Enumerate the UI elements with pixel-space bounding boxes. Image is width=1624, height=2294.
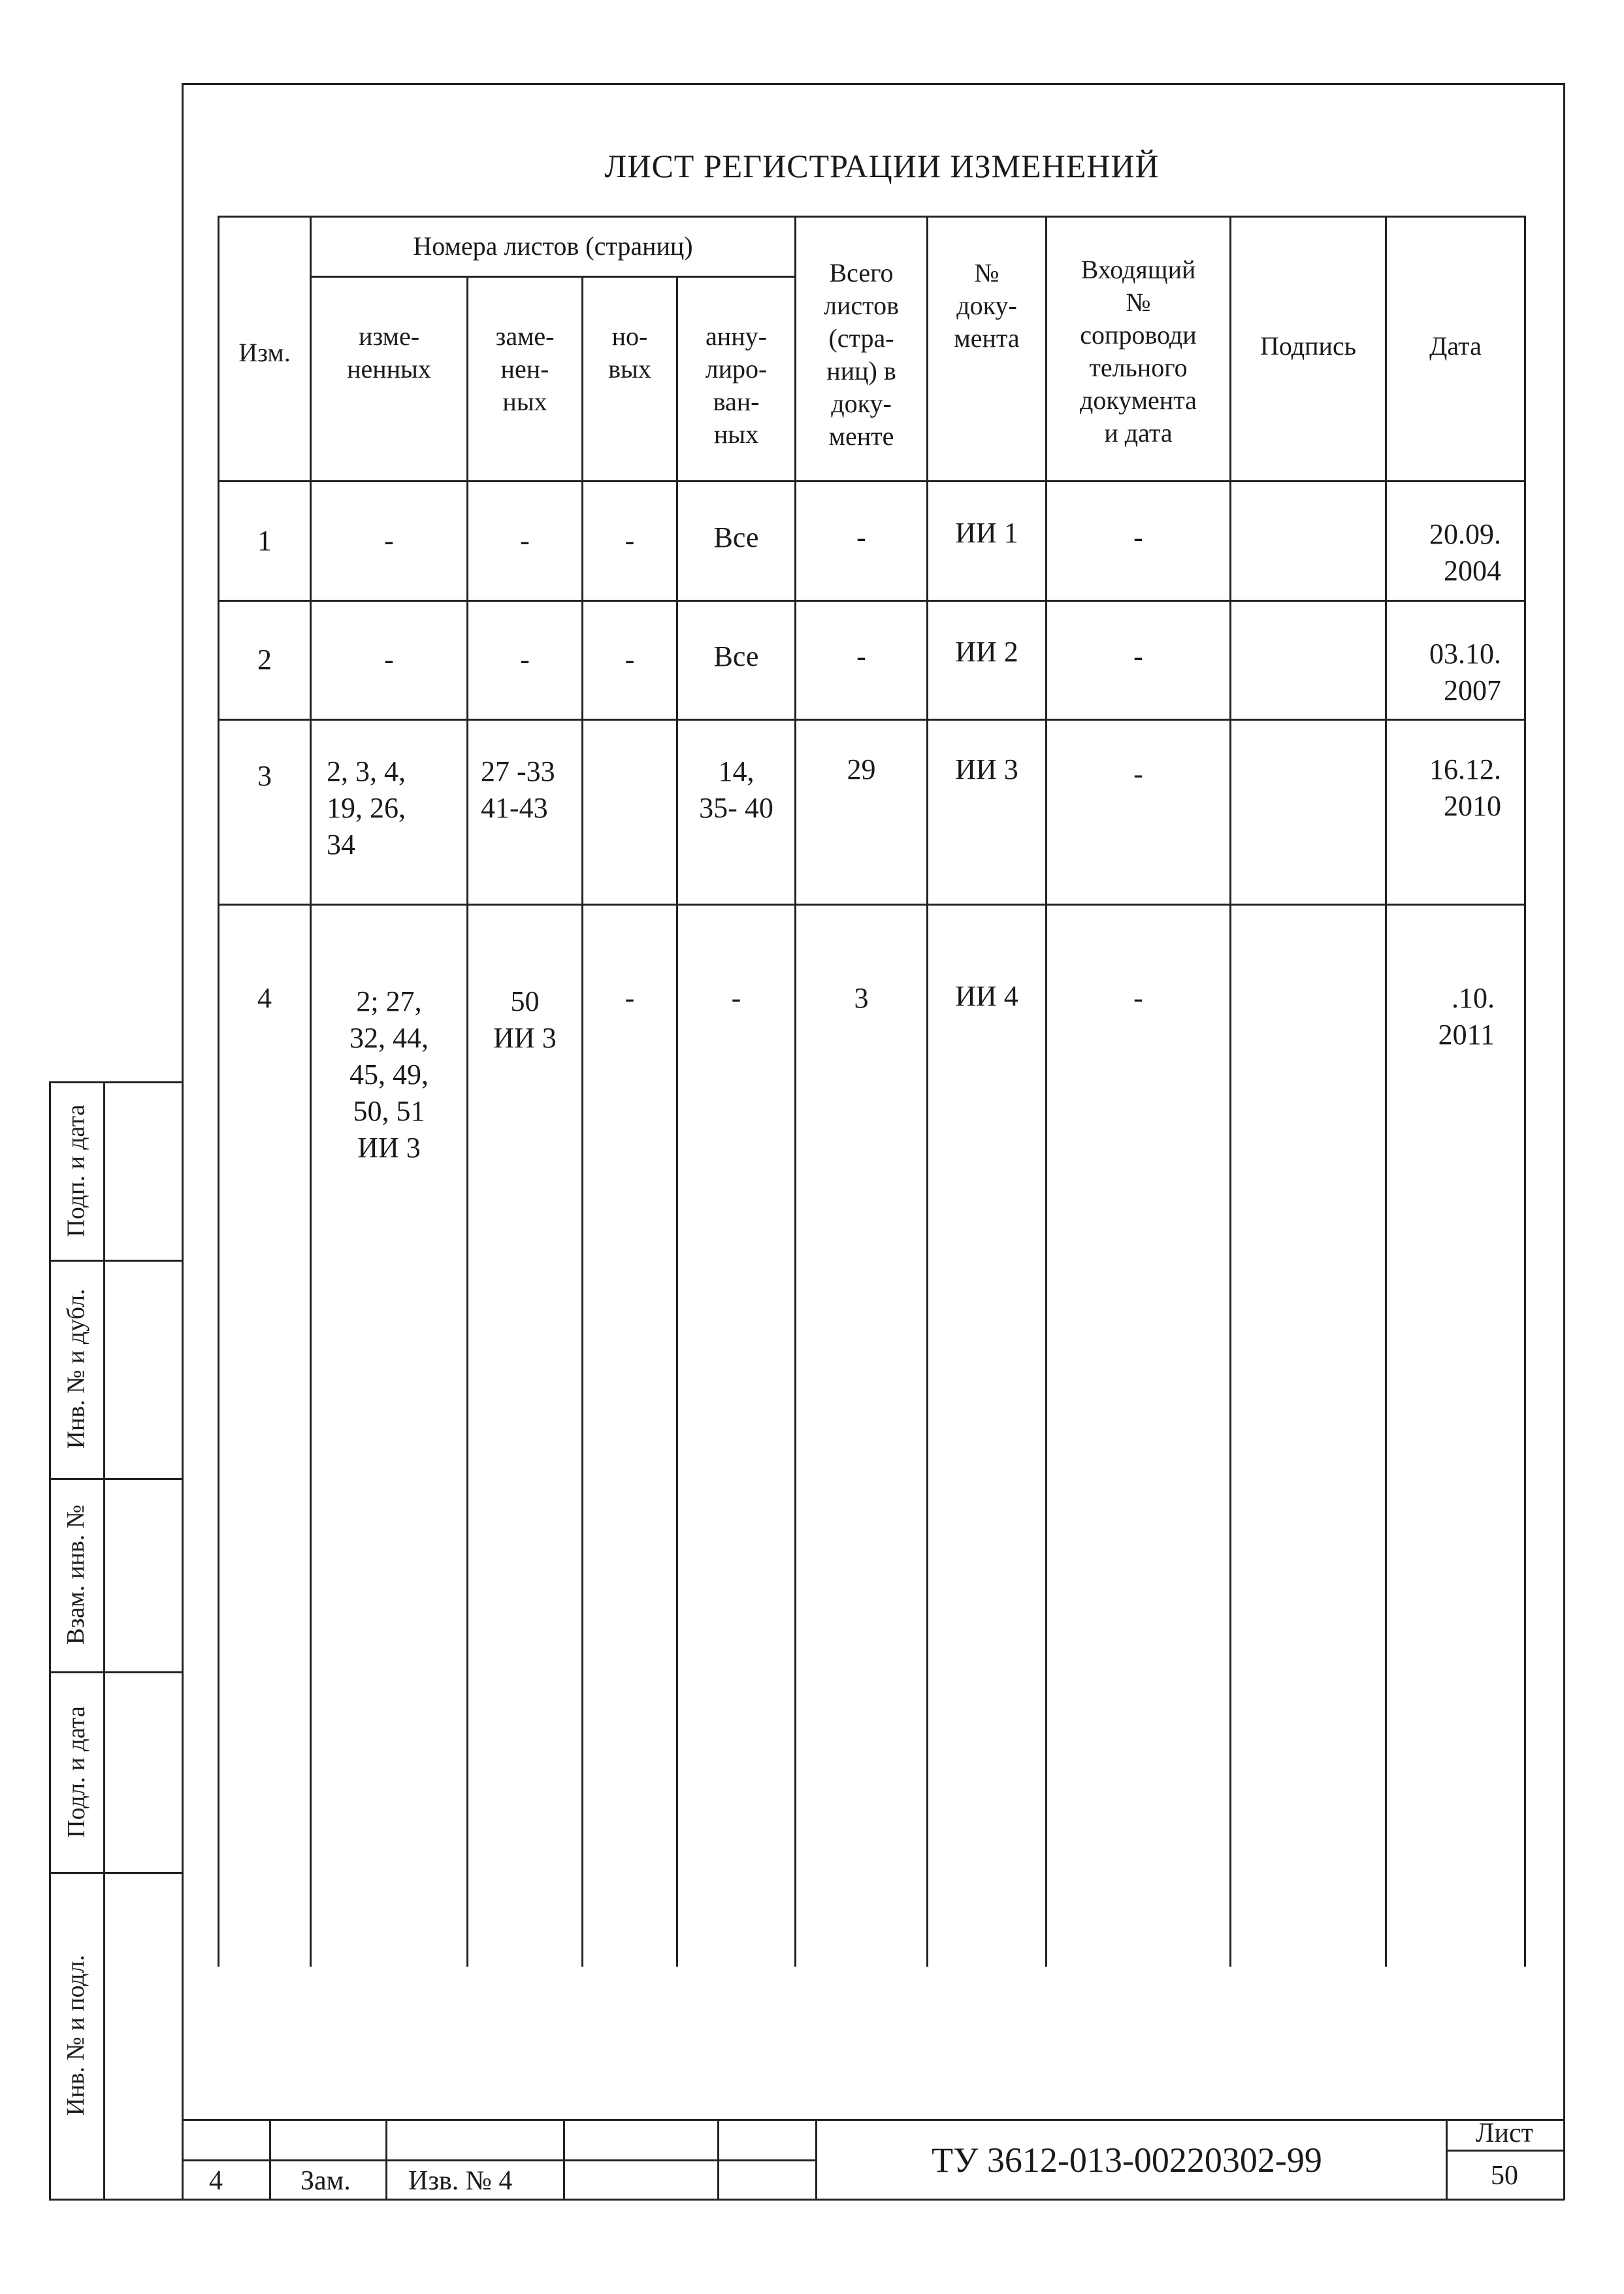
row-2-annulled: Все [713, 640, 759, 672]
row-4-doc-no: ИИ 4 [955, 980, 1018, 1012]
row-1-changed: - [384, 525, 394, 557]
row-2-changed: - [384, 644, 394, 676]
row-2-doc-no: ИИ 2 [955, 636, 1018, 668]
sheet-number: 50 [1491, 2161, 1518, 2191]
stamp-izm: 4 [209, 2166, 223, 2196]
stamp-zam: Зам. [300, 2166, 351, 2196]
col-line-5 [794, 216, 796, 1967]
row-2-bottom-line [218, 719, 1525, 721]
col-line-0 [218, 216, 219, 1967]
stamp-top-line [182, 2119, 1565, 2121]
row-3-date: 16.12. 2010 [1429, 753, 1501, 822]
side-label-inv-i-dubl: Инв. № и дубл. [62, 1288, 90, 1449]
row-1-annulled: Все [713, 521, 759, 553]
stamp-col-line-3 [563, 2119, 565, 2199]
col-line-7 [1045, 216, 1047, 1967]
header-annulled: анну- лиро- ван- ных [705, 321, 768, 449]
stamp-izv: Изв. № 4 [408, 2166, 513, 2196]
row-3-total: 29 [847, 753, 876, 785]
row-2-incoming: - [1133, 640, 1143, 672]
row-2-replaced: - [520, 644, 530, 676]
sheet-box-mid-line [1446, 2150, 1563, 2152]
side-label-podl-i-data: Подл. и дата [62, 1705, 90, 1838]
table-top-line [218, 216, 1525, 218]
row-4-annulled: - [731, 982, 741, 1014]
row-4-new: - [625, 982, 635, 1014]
header-incoming: Входящий № сопроводи тельного документа и дата [1080, 255, 1197, 448]
header-changed: изме- ненных [347, 321, 431, 384]
frame-left [182, 83, 184, 2200]
stamp-col-line-4 [717, 2119, 719, 2199]
row-1-replaced: - [520, 525, 530, 557]
row-1-new: - [625, 525, 635, 557]
row-3-replaced: 27 -33 41-43 [481, 755, 555, 824]
side-label-vzam-inv: Взам. инв. № [62, 1504, 90, 1645]
row-2-new: - [625, 644, 635, 676]
row-4-changed: 2; 27, 32, 44, 45, 49, 50, 51 ИИ 3 [349, 985, 429, 1164]
row-4-date: .10. 2011 [1438, 982, 1495, 1051]
row-4-replaced: 50 ИИ 3 [493, 985, 557, 1054]
col-line-9 [1385, 216, 1387, 1967]
row-3-bottom-line [218, 904, 1525, 906]
row-1-izm: 1 [257, 525, 272, 557]
row-3-incoming: - [1133, 758, 1143, 790]
row-1-doc-no: ИИ 1 [955, 517, 1018, 549]
side-label-inv-i-podl: Инв. № и подл. [62, 1954, 90, 2116]
row-3-doc-no: ИИ 3 [955, 753, 1018, 785]
group-header-line [310, 276, 794, 278]
header-replaced: заме- нен- ных [495, 321, 555, 416]
row-1-date: 20.09. 2004 [1429, 518, 1501, 587]
row-4-incoming: - [1133, 982, 1143, 1014]
row-3-changed: 2, 3, 4, 19, 26, 34 [327, 755, 406, 860]
row-1-total: - [856, 521, 866, 553]
row-4-total: 3 [854, 982, 869, 1014]
row-2-izm: 2 [257, 644, 272, 676]
sheet-label: Лист [1476, 2118, 1533, 2148]
stamp-col-line-2 [385, 2119, 387, 2199]
document-code: ТУ 3612-013-00220302-99 [932, 2140, 1322, 2180]
row-2-date: 03.10. 2007 [1429, 638, 1501, 706]
header-new: но- вых [608, 321, 651, 384]
row-1-bottom-line [218, 600, 1525, 602]
col-line-6 [926, 216, 928, 1967]
page-title: ЛИСТ РЕГИСТРАЦИИ ИЗМЕНЕНИЙ [604, 148, 1160, 184]
row-4-izm: 4 [257, 982, 272, 1014]
side-strip-mid-line [103, 1081, 105, 2199]
stamp-col-line-1 [269, 2119, 271, 2199]
frame-top [183, 83, 1565, 85]
header-date: Дата [1429, 331, 1482, 361]
side-label-podp-i-data: Подп. и дата [62, 1104, 90, 1237]
row-2-total: - [856, 640, 866, 672]
header-total: Всего листов (стра- ниц) в доку- менте [824, 258, 899, 451]
col-line-10 [1524, 216, 1526, 1967]
stamp-mid-line [182, 2159, 815, 2161]
row-3-izm: 3 [257, 760, 272, 792]
row-3-annulled: 14, 35- 40 [699, 755, 773, 824]
header-signature: Подпись [1260, 331, 1356, 361]
header-sheet-numbers-group: Номера листов (страниц) [413, 231, 693, 261]
header-bottom-line [218, 480, 1525, 482]
row-1-incoming: - [1133, 521, 1143, 553]
header-doc-no: № доку- мента [954, 258, 1020, 353]
frame-right [1563, 83, 1565, 2200]
frame-bottom [49, 2199, 1565, 2201]
col-line-8 [1229, 216, 1231, 1967]
header-izm: Изм. [238, 338, 291, 367]
